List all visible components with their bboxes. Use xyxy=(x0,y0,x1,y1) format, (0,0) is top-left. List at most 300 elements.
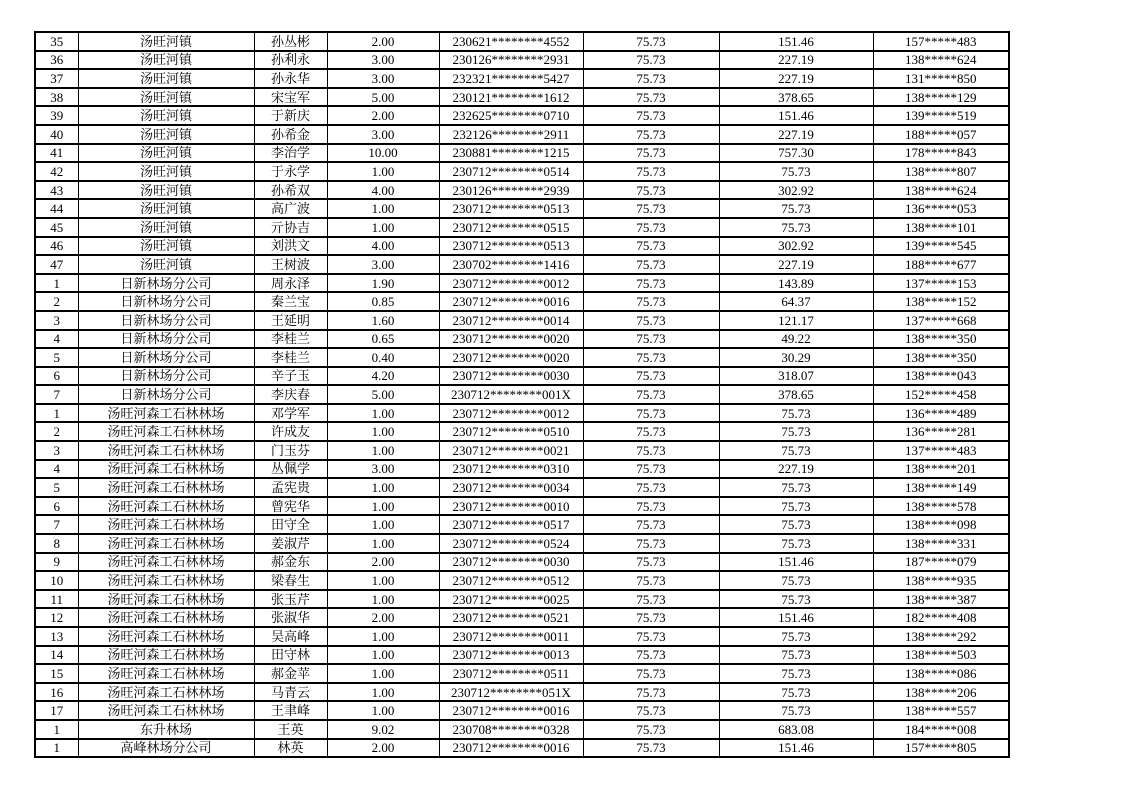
cell-row-number: 1 xyxy=(35,274,78,293)
cell-unit-amount: 75.73 xyxy=(583,181,719,200)
cell-id-number: 232126********2911 xyxy=(439,125,583,144)
cell-quantity: 1.00 xyxy=(327,404,439,423)
cell-person-name: 王英 xyxy=(254,720,327,739)
cell-organization: 汤旺河镇 xyxy=(78,162,254,181)
cell-unit-amount: 75.73 xyxy=(583,739,719,758)
cell-row-number: 7 xyxy=(35,515,78,534)
cell-organization: 汤旺河森工石林林场 xyxy=(78,497,254,516)
cell-phone-number: 138*****350 xyxy=(873,348,1009,367)
cell-unit-amount: 75.73 xyxy=(583,51,719,70)
cell-organization: 汤旺河镇 xyxy=(78,106,254,125)
cell-person-name: 周永泽 xyxy=(254,274,327,293)
cell-unit-amount: 75.73 xyxy=(583,311,719,330)
cell-phone-number: 138*****292 xyxy=(873,627,1009,646)
cell-unit-amount: 75.73 xyxy=(583,106,719,125)
table-row xyxy=(35,683,1009,702)
cell-row-number: 1 xyxy=(35,739,78,758)
cell-id-number: 230712********0034 xyxy=(439,478,583,497)
cell-total-amount: 75.73 xyxy=(719,627,873,646)
cell-quantity: 4.20 xyxy=(327,367,439,386)
cell-id-number: 230712********0016 xyxy=(439,292,583,311)
cell-unit-amount: 75.73 xyxy=(583,553,719,572)
cell-row-number: 3 xyxy=(35,441,78,460)
table-row xyxy=(35,404,1009,423)
table-row xyxy=(35,478,1009,497)
table-row xyxy=(35,181,1009,200)
cell-id-number: 230712********0010 xyxy=(439,497,583,516)
document-sheet xyxy=(34,31,1010,758)
cell-phone-number: 136*****489 xyxy=(873,404,1009,423)
cell-id-number: 230708********0328 xyxy=(439,720,583,739)
cell-total-amount: 75.73 xyxy=(719,478,873,497)
cell-organization: 日新林场分公司 xyxy=(78,367,254,386)
cell-quantity: 10.00 xyxy=(327,144,439,163)
table-row xyxy=(35,367,1009,386)
cell-organization: 汤旺河森工石林林场 xyxy=(78,553,254,572)
cell-id-number: 230712********0524 xyxy=(439,534,583,553)
cell-id-number: 230881********1215 xyxy=(439,144,583,163)
cell-id-number: 230712********0521 xyxy=(439,608,583,627)
table-row xyxy=(35,422,1009,441)
cell-person-name: 孙丛彬 xyxy=(254,32,327,51)
cell-person-name: 孙希金 xyxy=(254,125,327,144)
cell-total-amount: 227.19 xyxy=(719,125,873,144)
cell-row-number: 9 xyxy=(35,553,78,572)
cell-phone-number: 137*****668 xyxy=(873,311,1009,330)
cell-row-number: 13 xyxy=(35,627,78,646)
cell-unit-amount: 75.73 xyxy=(583,608,719,627)
cell-quantity: 1.00 xyxy=(327,162,439,181)
cell-organization: 日新林场分公司 xyxy=(78,330,254,349)
cell-row-number: 5 xyxy=(35,348,78,367)
cell-organization: 东升林场 xyxy=(78,720,254,739)
cell-id-number: 230712********0012 xyxy=(439,274,583,293)
cell-phone-number: 136*****053 xyxy=(873,199,1009,218)
cell-unit-amount: 75.73 xyxy=(583,292,719,311)
table-row xyxy=(35,441,1009,460)
cell-person-name: 吴高峰 xyxy=(254,627,327,646)
cell-total-amount: 75.73 xyxy=(719,422,873,441)
cell-id-number: 230712********0016 xyxy=(439,701,583,720)
cell-row-number: 3 xyxy=(35,311,78,330)
cell-organization: 汤旺河森工石林林场 xyxy=(78,683,254,702)
cell-phone-number: 138*****206 xyxy=(873,683,1009,702)
table-row xyxy=(35,497,1009,516)
cell-phone-number: 138*****557 xyxy=(873,701,1009,720)
cell-unit-amount: 75.73 xyxy=(583,144,719,163)
cell-total-amount: 227.19 xyxy=(719,51,873,70)
cell-organization: 汤旺河镇 xyxy=(78,255,254,274)
table-row xyxy=(35,348,1009,367)
cell-row-number: 39 xyxy=(35,106,78,125)
cell-phone-number: 139*****545 xyxy=(873,237,1009,256)
table-row xyxy=(35,571,1009,590)
cell-id-number: 230702********1416 xyxy=(439,255,583,274)
cell-id-number: 230712********0030 xyxy=(439,367,583,386)
table-row xyxy=(35,627,1009,646)
table-row xyxy=(35,664,1009,683)
cell-unit-amount: 75.73 xyxy=(583,404,719,423)
table-row xyxy=(35,32,1009,51)
cell-person-name: 许成友 xyxy=(254,422,327,441)
cell-quantity: 1.00 xyxy=(327,664,439,683)
cell-row-number: 35 xyxy=(35,32,78,51)
cell-organization: 汤旺河森工石林林场 xyxy=(78,590,254,609)
cell-phone-number: 138*****086 xyxy=(873,664,1009,683)
cell-id-number: 230712********0012 xyxy=(439,404,583,423)
cell-phone-number: 138*****387 xyxy=(873,590,1009,609)
cell-phone-number: 137*****483 xyxy=(873,441,1009,460)
cell-total-amount: 683.08 xyxy=(719,720,873,739)
cell-unit-amount: 75.73 xyxy=(583,478,719,497)
cell-unit-amount: 75.73 xyxy=(583,125,719,144)
cell-quantity: 1.00 xyxy=(327,218,439,237)
cell-unit-amount: 75.73 xyxy=(583,497,719,516)
cell-phone-number: 188*****057 xyxy=(873,125,1009,144)
cell-phone-number: 188*****677 xyxy=(873,255,1009,274)
table-row xyxy=(35,69,1009,88)
cell-row-number: 2 xyxy=(35,422,78,441)
cell-organization: 汤旺河森工石林林场 xyxy=(78,534,254,553)
cell-row-number: 1 xyxy=(35,404,78,423)
table-row xyxy=(35,274,1009,293)
cell-organization: 汤旺河森工石林林场 xyxy=(78,404,254,423)
cell-organization: 日新林场分公司 xyxy=(78,274,254,293)
cell-phone-number: 138*****331 xyxy=(873,534,1009,553)
cell-person-name: 田守全 xyxy=(254,515,327,534)
cell-total-amount: 378.65 xyxy=(719,88,873,107)
cell-row-number: 37 xyxy=(35,69,78,88)
cell-row-number: 4 xyxy=(35,330,78,349)
cell-person-name: 曾宪华 xyxy=(254,497,327,516)
cell-id-number: 230712********0514 xyxy=(439,162,583,181)
table-row xyxy=(35,553,1009,572)
cell-row-number: 12 xyxy=(35,608,78,627)
cell-organization: 汤旺河森工石林林场 xyxy=(78,608,254,627)
cell-total-amount: 757.30 xyxy=(719,144,873,163)
cell-row-number: 4 xyxy=(35,460,78,479)
cell-id-number: 230712********0513 xyxy=(439,237,583,256)
cell-total-amount: 151.46 xyxy=(719,739,873,758)
cell-organization: 汤旺河镇 xyxy=(78,218,254,237)
cell-row-number: 11 xyxy=(35,590,78,609)
cell-quantity: 4.00 xyxy=(327,181,439,200)
cell-quantity: 2.00 xyxy=(327,106,439,125)
cell-organization: 日新林场分公司 xyxy=(78,348,254,367)
cell-quantity: 1.00 xyxy=(327,571,439,590)
cell-quantity: 5.00 xyxy=(327,88,439,107)
table-row xyxy=(35,88,1009,107)
cell-unit-amount: 75.73 xyxy=(583,88,719,107)
cell-row-number: 10 xyxy=(35,571,78,590)
cell-organization: 汤旺河镇 xyxy=(78,144,254,163)
cell-person-name: 高广波 xyxy=(254,199,327,218)
cell-total-amount: 49.22 xyxy=(719,330,873,349)
cell-person-name: 张淑华 xyxy=(254,608,327,627)
cell-phone-number: 138*****098 xyxy=(873,515,1009,534)
cell-organization: 日新林场分公司 xyxy=(78,385,254,404)
cell-total-amount: 378.65 xyxy=(719,385,873,404)
cell-quantity: 3.00 xyxy=(327,125,439,144)
cell-quantity: 0.40 xyxy=(327,348,439,367)
cell-row-number: 45 xyxy=(35,218,78,237)
cell-organization: 汤旺河森工石林林场 xyxy=(78,422,254,441)
cell-total-amount: 151.46 xyxy=(719,553,873,572)
cell-quantity: 3.00 xyxy=(327,69,439,88)
cell-total-amount: 30.29 xyxy=(719,348,873,367)
cell-phone-number: 187*****079 xyxy=(873,553,1009,572)
table-row xyxy=(35,51,1009,70)
table-row xyxy=(35,701,1009,720)
cell-organization: 汤旺河森工石林林场 xyxy=(78,701,254,720)
cell-organization: 汤旺河镇 xyxy=(78,51,254,70)
table-row xyxy=(35,162,1009,181)
cell-total-amount: 318.07 xyxy=(719,367,873,386)
cell-total-amount: 75.73 xyxy=(719,683,873,702)
cell-person-name: 王树波 xyxy=(254,255,327,274)
cell-unit-amount: 75.73 xyxy=(583,627,719,646)
table-row xyxy=(35,218,1009,237)
cell-quantity: 2.00 xyxy=(327,553,439,572)
table-row xyxy=(35,590,1009,609)
cell-quantity: 1.00 xyxy=(327,497,439,516)
cell-row-number: 6 xyxy=(35,367,78,386)
cell-person-name: 姜淑芹 xyxy=(254,534,327,553)
cell-row-number: 7 xyxy=(35,385,78,404)
cell-total-amount: 75.73 xyxy=(719,441,873,460)
cell-organization: 汤旺河镇 xyxy=(78,125,254,144)
cell-row-number: 42 xyxy=(35,162,78,181)
cell-quantity: 0.85 xyxy=(327,292,439,311)
cell-quantity: 1.00 xyxy=(327,534,439,553)
cell-row-number: 5 xyxy=(35,478,78,497)
cell-id-number: 232625********0710 xyxy=(439,106,583,125)
cell-phone-number: 136*****281 xyxy=(873,422,1009,441)
cell-total-amount: 227.19 xyxy=(719,460,873,479)
cell-id-number: 230712********0517 xyxy=(439,515,583,534)
table-row xyxy=(35,255,1009,274)
cell-person-name: 王延明 xyxy=(254,311,327,330)
cell-quantity: 3.00 xyxy=(327,460,439,479)
table-row xyxy=(35,330,1009,349)
cell-organization: 汤旺河镇 xyxy=(78,199,254,218)
cell-phone-number: 138*****807 xyxy=(873,162,1009,181)
cell-person-name: 李庆春 xyxy=(254,385,327,404)
cell-phone-number: 131*****850 xyxy=(873,69,1009,88)
cell-person-name: 门玉芬 xyxy=(254,441,327,460)
cell-quantity: 1.00 xyxy=(327,199,439,218)
cell-person-name: 秦兰宝 xyxy=(254,292,327,311)
cell-quantity: 1.00 xyxy=(327,478,439,497)
cell-quantity: 1.60 xyxy=(327,311,439,330)
cell-quantity: 4.00 xyxy=(327,237,439,256)
cell-total-amount: 75.73 xyxy=(719,701,873,720)
cell-row-number: 16 xyxy=(35,683,78,702)
cell-row-number: 47 xyxy=(35,255,78,274)
table-row xyxy=(35,534,1009,553)
cell-total-amount: 75.73 xyxy=(719,664,873,683)
cell-person-name: 林英 xyxy=(254,739,327,758)
cell-unit-amount: 75.73 xyxy=(583,701,719,720)
cell-organization: 汤旺河镇 xyxy=(78,32,254,51)
cell-phone-number: 138*****624 xyxy=(873,181,1009,200)
cell-person-name: 张玉芹 xyxy=(254,590,327,609)
cell-row-number: 6 xyxy=(35,497,78,516)
cell-unit-amount: 75.73 xyxy=(583,460,719,479)
cell-total-amount: 227.19 xyxy=(719,69,873,88)
cell-id-number: 232321********5427 xyxy=(439,69,583,88)
cell-organization: 汤旺河森工石林林场 xyxy=(78,460,254,479)
table-row xyxy=(35,385,1009,404)
cell-unit-amount: 75.73 xyxy=(583,571,719,590)
cell-total-amount: 75.73 xyxy=(719,571,873,590)
cell-total-amount: 227.19 xyxy=(719,255,873,274)
cell-total-amount: 75.73 xyxy=(719,515,873,534)
cell-person-name: 邓学军 xyxy=(254,404,327,423)
cell-phone-number: 138*****350 xyxy=(873,330,1009,349)
table-row xyxy=(35,515,1009,534)
cell-organization: 汤旺河森工石林林场 xyxy=(78,664,254,683)
cell-phone-number: 157*****483 xyxy=(873,32,1009,51)
cell-unit-amount: 75.73 xyxy=(583,69,719,88)
cell-phone-number: 139*****519 xyxy=(873,106,1009,125)
cell-id-number: 230712********0025 xyxy=(439,590,583,609)
cell-quantity: 5.00 xyxy=(327,385,439,404)
cell-unit-amount: 75.73 xyxy=(583,162,719,181)
cell-total-amount: 302.92 xyxy=(719,181,873,200)
cell-quantity: 2.00 xyxy=(327,32,439,51)
cell-id-number: 230121********1612 xyxy=(439,88,583,107)
cell-unit-amount: 75.73 xyxy=(583,255,719,274)
table-row xyxy=(35,460,1009,479)
cell-id-number: 230621********4552 xyxy=(439,32,583,51)
cell-organization: 汤旺河镇 xyxy=(78,88,254,107)
cell-organization: 汤旺河森工石林林场 xyxy=(78,515,254,534)
cell-total-amount: 75.73 xyxy=(719,497,873,516)
cell-id-number: 230712********0013 xyxy=(439,646,583,665)
cell-total-amount: 64.37 xyxy=(719,292,873,311)
cell-person-name: 李治学 xyxy=(254,144,327,163)
cell-phone-number: 178*****843 xyxy=(873,144,1009,163)
cell-person-name: 马青云 xyxy=(254,683,327,702)
cell-id-number: 230712********0512 xyxy=(439,571,583,590)
cell-phone-number: 152*****458 xyxy=(873,385,1009,404)
cell-total-amount: 151.46 xyxy=(719,32,873,51)
cell-organization: 汤旺河森工石林林场 xyxy=(78,478,254,497)
table-row xyxy=(35,292,1009,311)
cell-unit-amount: 75.73 xyxy=(583,720,719,739)
cell-person-name: 李桂兰 xyxy=(254,330,327,349)
table-row xyxy=(35,199,1009,218)
cell-quantity: 1.00 xyxy=(327,683,439,702)
cell-organization: 汤旺河森工石林林场 xyxy=(78,441,254,460)
cell-unit-amount: 75.73 xyxy=(583,422,719,441)
cell-person-name: 亓协吉 xyxy=(254,218,327,237)
cell-quantity: 1.00 xyxy=(327,515,439,534)
cell-id-number: 230712********0014 xyxy=(439,311,583,330)
cell-person-name: 李桂兰 xyxy=(254,348,327,367)
table-row xyxy=(35,237,1009,256)
cell-unit-amount: 75.73 xyxy=(583,32,719,51)
cell-quantity: 2.00 xyxy=(327,739,439,758)
cell-unit-amount: 75.73 xyxy=(583,218,719,237)
cell-person-name: 辛子玉 xyxy=(254,367,327,386)
cell-phone-number: 182*****408 xyxy=(873,608,1009,627)
cell-row-number: 44 xyxy=(35,199,78,218)
cell-quantity: 3.00 xyxy=(327,255,439,274)
cell-quantity: 9.02 xyxy=(327,720,439,739)
cell-total-amount: 75.73 xyxy=(719,199,873,218)
cell-id-number: 230712********0030 xyxy=(439,553,583,572)
cell-total-amount: 75.73 xyxy=(719,646,873,665)
cell-unit-amount: 75.73 xyxy=(583,683,719,702)
cell-total-amount: 302.92 xyxy=(719,237,873,256)
cell-phone-number: 157*****805 xyxy=(873,739,1009,758)
cell-total-amount: 143.89 xyxy=(719,274,873,293)
cell-person-name: 孙利永 xyxy=(254,51,327,70)
cell-organization: 汤旺河镇 xyxy=(78,69,254,88)
cell-id-number: 230126********2939 xyxy=(439,181,583,200)
cell-row-number: 41 xyxy=(35,144,78,163)
cell-quantity: 1.00 xyxy=(327,422,439,441)
cell-total-amount: 121.17 xyxy=(719,311,873,330)
cell-quantity: 2.00 xyxy=(327,608,439,627)
cell-quantity: 1.00 xyxy=(327,590,439,609)
cell-id-number: 230712********0510 xyxy=(439,422,583,441)
cell-organization: 汤旺河镇 xyxy=(78,237,254,256)
cell-row-number: 2 xyxy=(35,292,78,311)
cell-quantity: 1.00 xyxy=(327,701,439,720)
cell-id-number: 230712********0511 xyxy=(439,664,583,683)
cell-organization: 汤旺河森工石林林场 xyxy=(78,627,254,646)
cell-person-name: 田守林 xyxy=(254,646,327,665)
cell-person-name: 梁春生 xyxy=(254,571,327,590)
cell-person-name: 刘洪文 xyxy=(254,237,327,256)
cell-quantity: 3.00 xyxy=(327,51,439,70)
cell-total-amount: 151.46 xyxy=(719,106,873,125)
cell-phone-number: 138*****043 xyxy=(873,367,1009,386)
cell-phone-number: 138*****578 xyxy=(873,497,1009,516)
cell-person-name: 孙永华 xyxy=(254,69,327,88)
payment-table xyxy=(34,31,1010,758)
cell-phone-number: 138*****935 xyxy=(873,571,1009,590)
cell-phone-number: 138*****201 xyxy=(873,460,1009,479)
cell-id-number: 230712********0515 xyxy=(439,218,583,237)
cell-quantity: 1.90 xyxy=(327,274,439,293)
cell-unit-amount: 75.73 xyxy=(583,199,719,218)
cell-unit-amount: 75.73 xyxy=(583,646,719,665)
cell-row-number: 40 xyxy=(35,125,78,144)
cell-unit-amount: 75.73 xyxy=(583,330,719,349)
cell-organization: 汤旺河森工石林林场 xyxy=(78,571,254,590)
cell-total-amount: 75.73 xyxy=(719,162,873,181)
cell-phone-number: 138*****503 xyxy=(873,646,1009,665)
table-row xyxy=(35,739,1009,758)
cell-quantity: 0.65 xyxy=(327,330,439,349)
table-row xyxy=(35,125,1009,144)
cell-total-amount: 75.73 xyxy=(719,534,873,553)
cell-total-amount: 75.73 xyxy=(719,218,873,237)
cell-row-number: 36 xyxy=(35,51,78,70)
cell-row-number: 14 xyxy=(35,646,78,665)
cell-unit-amount: 75.73 xyxy=(583,441,719,460)
cell-quantity: 1.00 xyxy=(327,441,439,460)
table-row xyxy=(35,646,1009,665)
cell-unit-amount: 75.73 xyxy=(583,385,719,404)
cell-organization: 汤旺河森工石林林场 xyxy=(78,646,254,665)
cell-total-amount: 75.73 xyxy=(719,404,873,423)
cell-unit-amount: 75.73 xyxy=(583,534,719,553)
